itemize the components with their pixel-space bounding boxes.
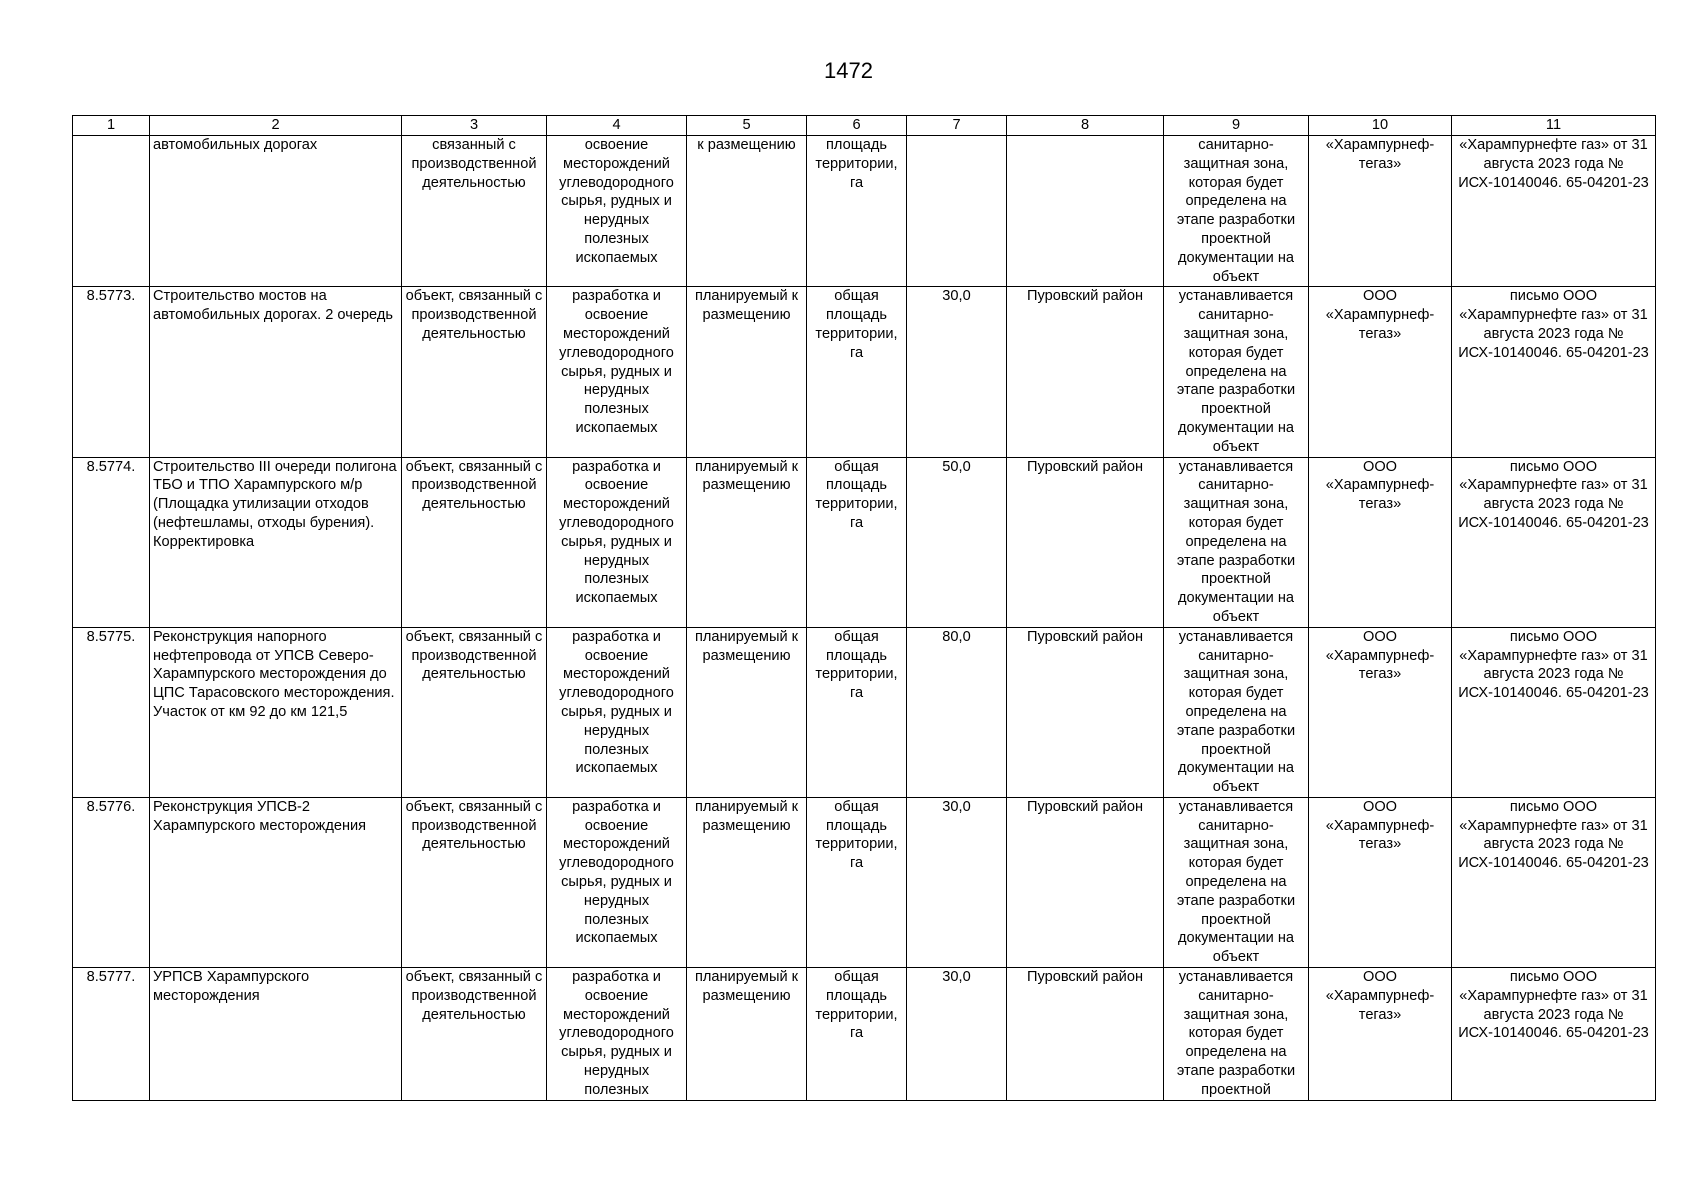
parameter-cell: общая площадь территории, га [807,627,907,797]
zone-cell: устанавливается санитарно-защитная зона, которая будет определена на этапе разработки проектной документации на объект [1164,457,1309,627]
status-cell: планируемый к размещению [687,287,807,457]
value-cell: 50,0 [907,457,1007,627]
parameter-cell: общая площадь территории, га [807,287,907,457]
parameter-cell: площадь территории, га [807,136,907,287]
row-number-cell [73,136,150,287]
object-name-cell: автомобильных дорогах [150,136,402,287]
basis-cell: «Харампурнефте газ» от 31 августа 2023 года № ИСХ-10140046. 65-04201-23 [1452,136,1656,287]
column-header: 2 [150,116,402,136]
purpose-cell: разработка и освоение месторождений углеводородного сырья, рудных и нерудных полезных ископаемых [547,627,687,797]
status-cell: к размещению [687,136,807,287]
column-header: 11 [1452,116,1656,136]
zone-cell: устанавливается санитарно-защитная зона, которая будет определена на этапе разработки проектной [1164,968,1309,1101]
parameter-cell: общая площадь территории, га [807,457,907,627]
column-header: 6 [807,116,907,136]
object-type-cell: объект, связанный с производственной деятельностью [402,968,547,1101]
object-name-cell: Реконструкция УПСВ-2 Харампурского месторождения [150,797,402,967]
value-cell [907,136,1007,287]
parameter-cell: общая площадь территории, га [807,968,907,1101]
purpose-cell: освоение месторождений углеводородного сырья, рудных и нерудных полезных ископаемых [547,136,687,287]
object-name-cell: Строительство III очереди полигона ТБО и ТПО Харампурского м/р (Площадка утилизации отходов (нефтешламы, отходы бурения). Корректировка [150,457,402,627]
object-type-cell: объект, связанный с производственной деятельностью [402,797,547,967]
row-number-cell: 8.5773. [73,287,150,457]
purpose-cell: разработка и освоение месторождений углеводородного сырья, рудных и нерудных полезных ископаемых [547,287,687,457]
basis-cell: письмо ООО «Харампурнефте газ» от 31 августа 2023 года № ИСХ-10140046. 65-04201-23 [1452,627,1656,797]
column-header: 3 [402,116,547,136]
object-name-cell: Реконструкция напорного нефтепровода от УПСВ Северо-Харампурского месторождения до ЦПС Тарасовского месторождения. Участок от км 92 до км 121,5 [150,627,402,797]
column-header: 9 [1164,116,1309,136]
zone-cell: санитарно-защитная зона, которая будет определена на этапе разработки проектной документации на объект [1164,136,1309,287]
page-number: 1472 [824,58,873,83]
basis-cell: письмо ООО «Харампурнефте газ» от 31 августа 2023 года № ИСХ-10140046. 65-04201-23 [1452,797,1656,967]
row-number-cell: 8.5777. [73,968,150,1101]
location-cell: Пуровский район [1007,627,1164,797]
value-cell: 80,0 [907,627,1007,797]
object-type-cell: связанный с производственной деятельностью [402,136,547,287]
header-row [73,116,1656,136]
organization-cell: «Харампурнеф-тегаз» [1309,136,1452,287]
value-cell: 30,0 [907,797,1007,967]
basis-cell: письмо ООО «Харампурнефте газ» от 31 августа 2023 года № ИСХ-10140046. 65-04201-23 [1452,968,1656,1101]
column-header: 4 [547,116,687,136]
table-row [73,457,1656,627]
location-cell: Пуровский район [1007,287,1164,457]
zone-cell: устанавливается санитарно-защитная зона, которая будет определена на этапе разработки проектной документации на объект [1164,797,1309,967]
organization-cell: ООО «Харампурнеф-тегаз» [1309,457,1452,627]
row-number-cell: 8.5774. [73,457,150,627]
zone-cell: устанавливается санитарно-защитная зона, которая будет определена на этапе разработки проектной документации на объект [1164,287,1309,457]
purpose-cell: разработка и освоение месторождений углеводородного сырья, рудных и нерудных полезных [547,968,687,1101]
table-row [73,968,1656,1101]
object-type-cell: объект, связанный с производственной деятельностью [402,287,547,457]
location-cell: Пуровский район [1007,797,1164,967]
status-cell: планируемый к размещению [687,627,807,797]
status-cell: планируемый к размещению [687,968,807,1101]
basis-cell: письмо ООО «Харампурнефте газ» от 31 августа 2023 года № ИСХ-10140046. 65-04201-23 [1452,457,1656,627]
object-name-cell: УРПСВ Харампурского месторождения [150,968,402,1101]
object-type-cell: объект, связанный с производственной деятельностью [402,627,547,797]
objects-table [72,115,1656,1101]
column-header: 8 [1007,116,1164,136]
column-header: 7 [907,116,1007,136]
table-row [73,136,1656,287]
row-number-cell: 8.5776. [73,797,150,967]
organization-cell: ООО «Харампурнеф-тегаз» [1309,968,1452,1101]
object-name-cell: Строительство мостов на автомобильных дорогах. 2 очередь [150,287,402,457]
value-cell: 30,0 [907,287,1007,457]
purpose-cell: разработка и освоение месторождений углеводородного сырья, рудных и нерудных полезных ископаемых [547,457,687,627]
location-cell: Пуровский район [1007,457,1164,627]
status-cell: планируемый к размещению [687,797,807,967]
object-type-cell: объект, связанный с производственной деятельностью [402,457,547,627]
row-number-cell: 8.5775. [73,627,150,797]
table-row [73,797,1656,967]
organization-cell: ООО «Харампурнеф-тегаз» [1309,627,1452,797]
basis-cell: письмо ООО «Харампурнефте газ» от 31 августа 2023 года № ИСХ-10140046. 65-04201-23 [1452,287,1656,457]
parameter-cell: общая площадь территории, га [807,797,907,967]
value-cell: 30,0 [907,968,1007,1101]
organization-cell: ООО «Харампурнеф-тегаз» [1309,797,1452,967]
location-cell: Пуровский район [1007,968,1164,1101]
status-cell: планируемый к размещению [687,457,807,627]
organization-cell: ООО «Харампурнеф-тегаз» [1309,287,1452,457]
column-header: 10 [1309,116,1452,136]
table-row [73,627,1656,797]
zone-cell: устанавливается санитарно-защитная зона, которая будет определена на этапе разработки проектной документации на объект [1164,627,1309,797]
column-header: 5 [687,116,807,136]
location-cell [1007,136,1164,287]
table-row [73,287,1656,457]
column-header: 1 [73,116,150,136]
purpose-cell: разработка и освоение месторождений углеводородного сырья, рудных и нерудных полезных ископаемых [547,797,687,967]
